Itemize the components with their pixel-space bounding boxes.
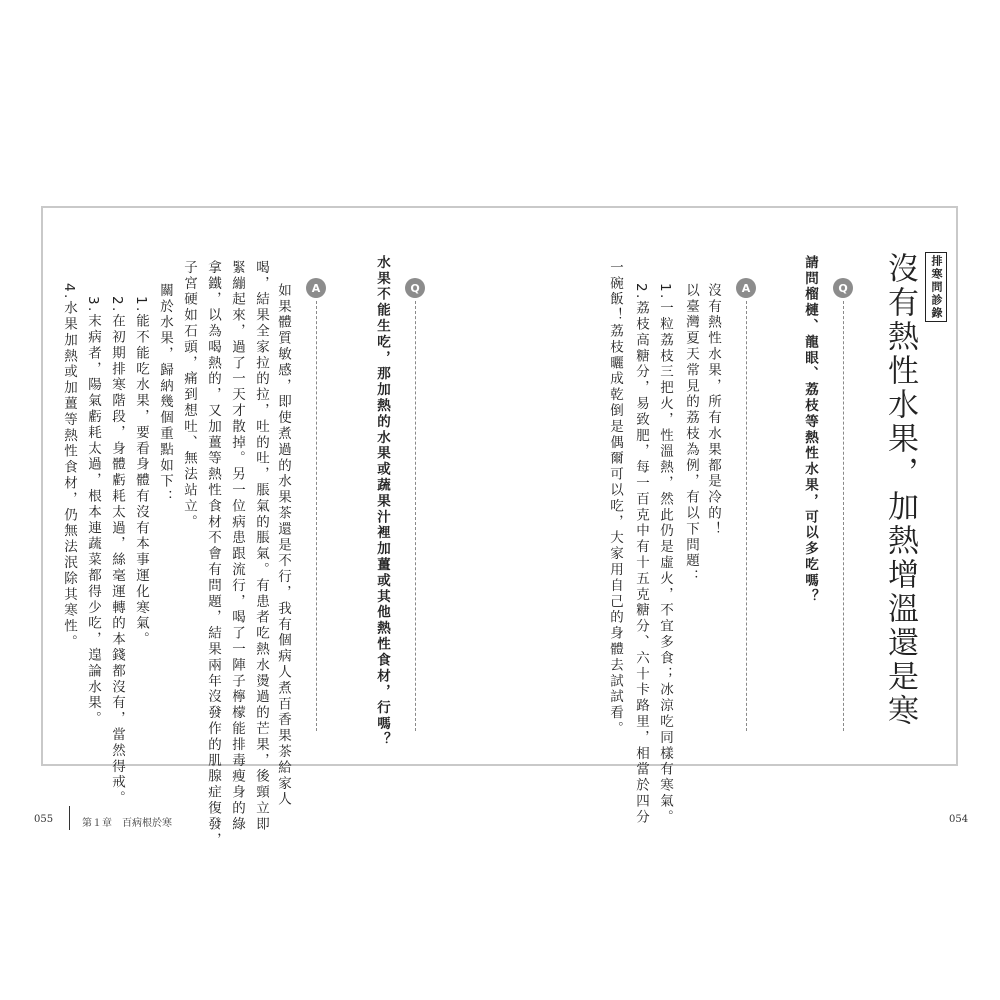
dashed-divider bbox=[843, 301, 844, 731]
section-tag: 排寒問診錄 bbox=[925, 252, 947, 322]
list-item: 4.水果加熱或加薑等熱性食材，仍無法泯除其寒性。 bbox=[61, 283, 77, 651]
list-item: 3.末病者，陽氣虧耗太過，根本連蔬菜都得少吃，遑論水果。 bbox=[85, 296, 101, 728]
answer-line: 緊繃起來，過了一天才散掉。另一位病患跟流行，喝了一陣子檸檬能排毒瘦身的綠 bbox=[229, 260, 245, 833]
question-text: 水果不能生吃，那加熱的水果或蔬果汁裡加薑或其他熱性食材，行嗎？ bbox=[374, 255, 390, 748]
answer-badge: A bbox=[736, 278, 756, 298]
answer-badge: A bbox=[306, 278, 326, 298]
answer-line: 以臺灣夏天常見的荔枝為例，有以下問題： bbox=[683, 283, 699, 586]
answer-line: 2.荔枝高糖分，易致肥，每一百克中有十五克糖分、六十卡路里，相當於四分 bbox=[633, 283, 649, 826]
answer-line: 子宮硬如石頭，痛到想吐、無法站立。 bbox=[181, 260, 197, 531]
answer-line: 1.一粒荔枝三把火，性溫熱，然此仍是虛火，不宜多食；冰涼吃同樣有寒氣。 bbox=[657, 283, 673, 826]
dashed-divider bbox=[316, 301, 317, 731]
answer-line: 一碗飯！荔枝曬成乾倒是偶爾可以吃，大家用自己的身體去試試看。 bbox=[607, 260, 623, 737]
answer-line: 拿鐵，以為喝熱的，又加薑等熱性食材不會有問題，結果兩年沒發作的肌腺症復發， bbox=[205, 260, 221, 849]
answer-line: 喝，結果全家拉的拉，吐的吐，脹氣的脹氣。有患者吃熱水燙過的芒果，後頸立即 bbox=[253, 260, 269, 833]
answer-line: 關於水果，歸納幾個重點如下： bbox=[157, 283, 173, 506]
list-item: 1.能不能吃水果，要看身體有沒有本事運化寒氣。 bbox=[133, 296, 149, 648]
answer-line: 沒有熱性水果，所有水果都是冷的！ bbox=[705, 283, 721, 538]
footer-divider bbox=[69, 806, 70, 830]
question-badge: Q bbox=[405, 278, 425, 298]
dashed-divider bbox=[746, 301, 747, 731]
answer-line: 如果體質敏感，即使煮過的水果茶還是不行，我有個病人煮百香果茶給家人 bbox=[275, 283, 291, 808]
dashed-divider bbox=[415, 301, 416, 731]
question-badge: Q bbox=[833, 278, 853, 298]
page-title: 沒有熱性水果，加熱增溫還是寒 bbox=[882, 252, 918, 728]
right-page-number: 054 bbox=[949, 814, 969, 825]
left-page-number: 055 bbox=[34, 814, 54, 825]
chapter-running-head: 第１章 百病根於寒 bbox=[82, 818, 172, 829]
list-item: 2.在初期排寒階段，身體虧耗太過，絲毫運轉的本錢都沒有，當然得戒。 bbox=[109, 296, 125, 807]
question-text: 請問榴槤、龍眼、荔枝等熱性水果，可以多吃嗎？ bbox=[802, 255, 818, 605]
